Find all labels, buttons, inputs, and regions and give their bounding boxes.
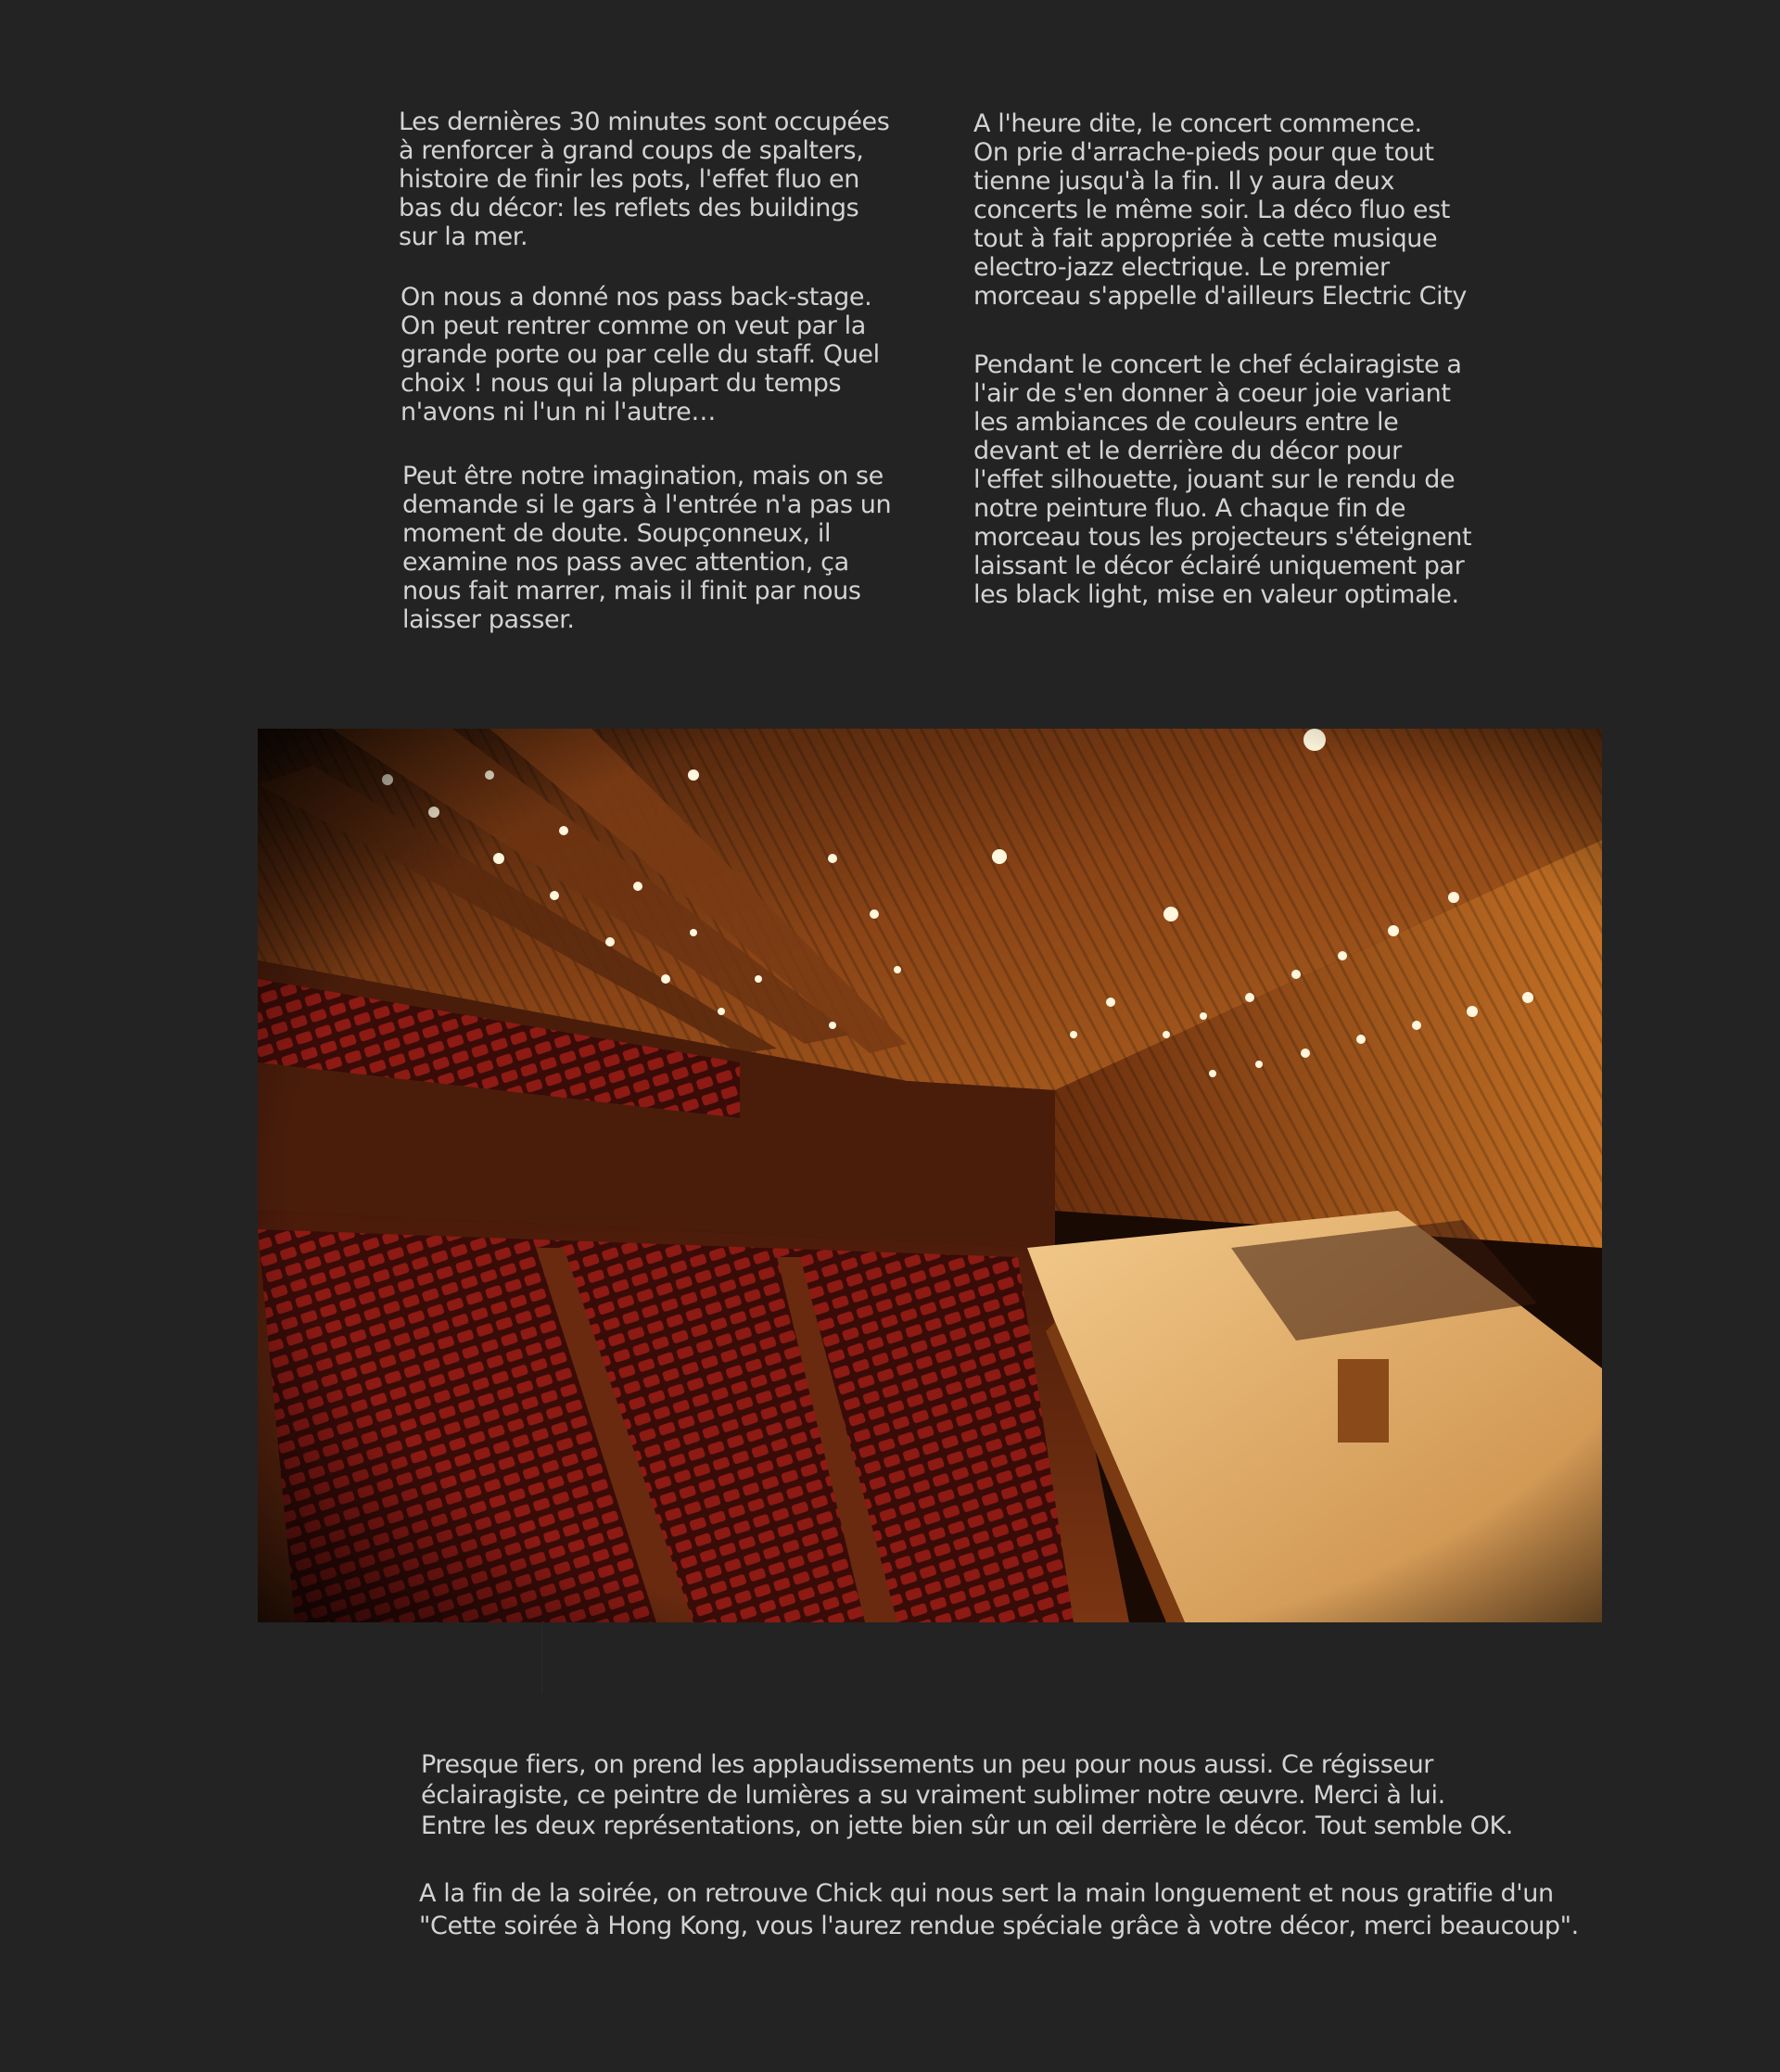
paragraph-left-2: On nous a donné nos pass back-stage. On peut rentrer comme on veut par la grande porte ou par celle du staff. Quel choix ! nous qui la plupart du temps n'avons ni l'un ni l'autre… xyxy=(400,283,880,426)
concert-hall-photo xyxy=(258,729,1602,1622)
paragraph-bottom-1: Presque fiers, on prend les applaudissements un peu pour nous aussi. Ce régisseur éclairagiste, ce peintre de lumières a su vraiment sublimer notre œuvre. Merci à lui. Entre les deux représentations, on jette bien sûr un œil derrière le décor. Tout semble OK. xyxy=(421,1750,1513,1840)
paragraph-left-3: Peut être notre imagination, mais on se demande si le gars à l'entrée n'a pas un moment de doute. Soupçonneux, il examine nos pass avec attention, ça nous fait marrer, mais il finit par nous laisser passer. xyxy=(402,462,892,634)
paragraph-bottom-2: A la fin de la soirée, on retrouve Chick qui nous sert la main longuement et nous gratifie d'un "Cette soirée à Hong Kong, vous l'aurez rendue spéciale grâce à votre décor, merci beaucoup". xyxy=(419,1879,1579,1940)
paragraph-right-1: A l'heure dite, le concert commence. On prie d'arrache-pieds pour que tout tienne jusqu'à la fin. Il y aura deux concerts le même soir. La déco fluo est tout à fait appropriée à cette musique electro-jazz electrique. Le premier morceau s'appelle d'ailleurs Electric City xyxy=(973,109,1467,311)
divider-line xyxy=(541,1626,542,1693)
paragraph-right-2: Pendant le concert le chef éclairagiste a l'air de s'en donner à coeur joie variant les ambiances de couleurs entre le devant et le derrière du décor pour l'effet silhouette, jouant sur le rendu de notre peinture fluo. A chaque fin de morceau tous les projecteurs s'éteignent laissant le décor éclairé uniquement par les black light, mise en valeur optimale. xyxy=(973,350,1472,609)
paragraph-left-1: Les dernières 30 minutes sont occupées à renforcer à grand coups de spalters, histoire de finir les pots, l'effet fluo en bas du décor: les reflets des buildings sur la mer. xyxy=(399,108,890,251)
